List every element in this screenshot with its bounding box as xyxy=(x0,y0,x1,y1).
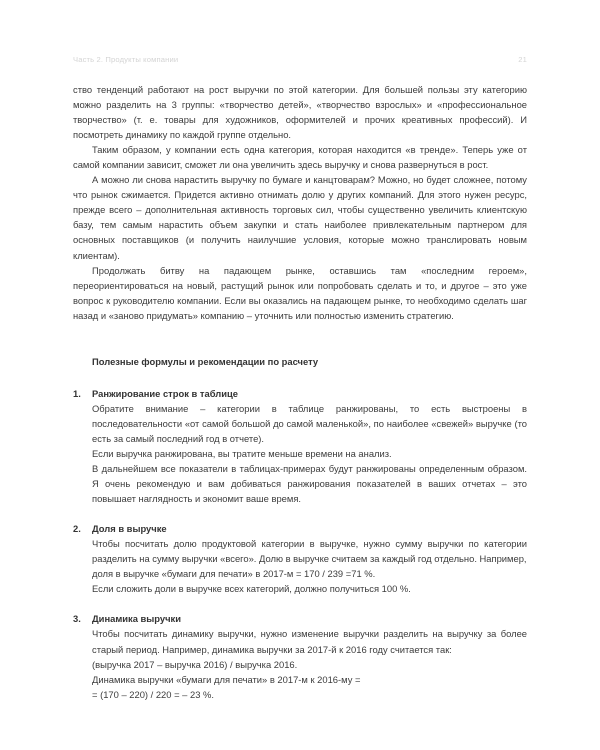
list-item-number: 3. xyxy=(73,613,81,625)
paragraph-3: А можно ли снова нарастить выручку по бумаге и канцтоварам? Можно, но будет сложнее, потому что рынок сжимается. Придется активно отнимать долю у других компаний. Для этого нужен ресурс, прежде всего – дополнительная активность торговых сил, чтобы существенно увеличить клиентскую базу, тем самым нарастить объем закупки и стать наиболее привлекательным партнером для основных поставщиков (и получить наилучшие условия, которые можно транслировать новым клиентам). xyxy=(73,174,527,261)
text-column xyxy=(73,82,527,702)
list-item-paragraph: В дальнейшем все показатели в таблицах-примерах будут ранжированы определенным образом. Я очень рекомендую и вам добиваться ранжирования показателей в ваших отчетах – это повышает наглядность и экономит ваше время. xyxy=(92,463,527,505)
formula-revenue-dynamics: (выручка 2017 – выручка 2016) / выручка 2016. xyxy=(92,658,298,670)
list-item-title: Динамика выручки xyxy=(92,613,182,625)
spacer xyxy=(73,369,527,386)
list-item-title: Ранжирование строк в таблице xyxy=(92,387,238,399)
recommendations-list xyxy=(73,386,527,702)
list-item xyxy=(73,611,527,701)
formula-dynamics-example-label: Динамика выручки «бумаги для печати» в 2017-м к 2016-му = xyxy=(92,673,361,685)
paragraph-1: ство тенденций работают на рост выручки по этой категории. Для большей пользы эту категорию можно разделить на 3 группы: «творчество детей», «творчество взрослых» и «профессиональное творчество» (т. е. товары для художников, оформителей и прочих креативных профессий). И посмотреть динамику по каждой группе отдельно. xyxy=(73,84,527,141)
paragraph-2: Таким образом, у компании есть одна категория, которая находится «в тренде». Теперь уже от самой компании зависит, сможет ли она увеличить здесь выручку и снова развернуться в рост. xyxy=(73,144,527,171)
list-item-line: Если сложить доли в выручке всех категорий, должно получиться 100 %. xyxy=(92,583,411,595)
list-item-title: Доля в выручке xyxy=(92,523,167,535)
list-item-body xyxy=(73,386,527,506)
paragraph-4: Продолжать битву на падающем рынке, оставшись там «последним героем», переориентироваться на новый, растущий рынок или попробовать сделать и то, и другое – это уже вопрос к руководителю компании. Если вы оказались на падающем рынке, то необходимо сделать шаг назад и «заново придумать» компанию – уточнить или полностью изменить стратегию. xyxy=(73,264,527,321)
list-item-paragraph: Чтобы посчитать долю продуктовой категории в выручке, нужно сумму выручки по категории разделить на сумму выручки «всего». Долю в выручке считаем за каждый год отдельно. Например, xyxy=(92,538,527,565)
section-heading: Полезные формулы и рекомендации по расчету xyxy=(92,355,319,367)
list-item-line: Если выручка ранжирована, вы тратите меньше времени на анализ. xyxy=(92,447,392,459)
list-item xyxy=(73,521,527,596)
list-item-number: 2. xyxy=(73,523,81,535)
formula-share-in-revenue: доля в выручке «бумаги для печати» в 2017-м = 170 / 239 =71 %. xyxy=(92,568,376,580)
list-item xyxy=(73,386,527,506)
running-head xyxy=(73,51,527,67)
list-item-paragraph: Обратите внимание – категории в таблице ранжированы, то есть выстроены в последовательности «от самой большой до самой маленькой», по наиболее «свежей» выручке (то есть за самый последний год в отчете). xyxy=(92,402,527,444)
list-item-body xyxy=(73,521,527,596)
page-number: 21 xyxy=(518,54,527,64)
running-head-title: Часть 2. Продукты компании xyxy=(73,54,179,64)
list-item-paragraph: Чтобы посчитать динамику выручки, нужно изменение выручки разделить на выручку за более старый период. Например, динамика выручки за 2017-й к 2016 году считается так: xyxy=(92,628,527,655)
spacer xyxy=(73,323,527,354)
list-item-number: 1. xyxy=(73,387,81,399)
formula-dynamics-example-result: = (170 – 220) / 220 = – 23 %. xyxy=(92,688,214,700)
list-item-body xyxy=(73,611,527,701)
